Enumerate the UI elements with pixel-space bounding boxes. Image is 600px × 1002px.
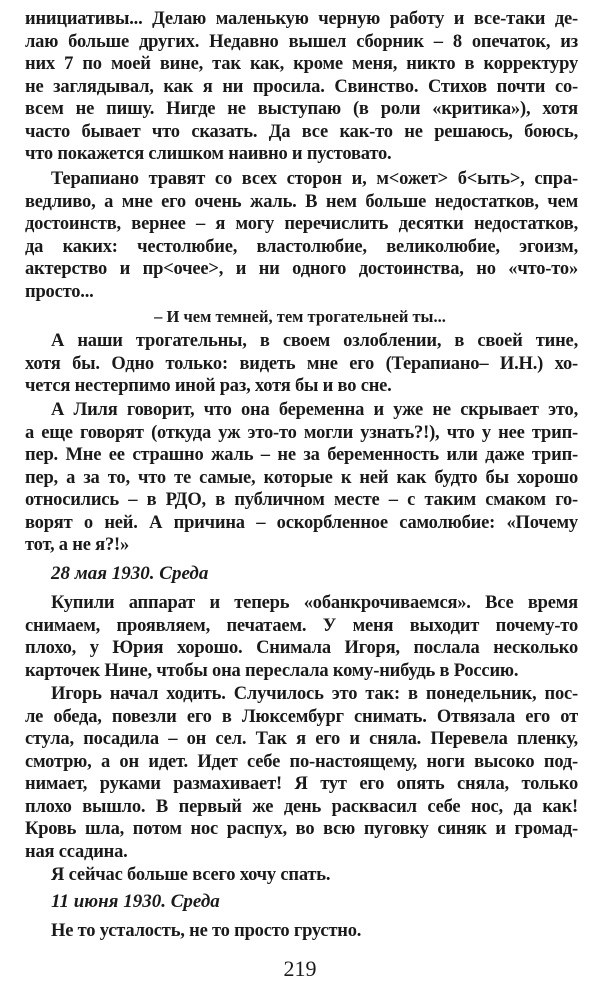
text-line: что покажется слишком наивно и пустовато. xyxy=(25,144,392,164)
diary-entry-date: 11 июня 1930. Среда xyxy=(51,891,220,912)
text-line: пер. Мне ее страшно жаль – не за беременность или даже трип- xyxy=(25,445,578,465)
text-line: а еще говорят (откуда уж это-то могли узнать?!), что у нее трип- xyxy=(25,422,578,443)
text-line: достоинств, вернее – я могу перечислить десятки недостатков, xyxy=(25,214,578,234)
text-line: снимаем, проявляем, печатаем. У меня выходит почему-то xyxy=(25,615,578,636)
text-line: актерство и пр<очее>, и ни одного достоинства, но «что-то» xyxy=(25,259,578,279)
page-number: 219 xyxy=(283,956,317,981)
paragraph xyxy=(25,8,578,166)
text-line: пер, а за то, что те самые, которые к ней как будто бы хорошо xyxy=(25,467,578,488)
text-line: ведливо, а мне его очень жаль. В нем больше недостатков, чем xyxy=(25,191,578,212)
paragraph xyxy=(25,330,578,398)
paragraph xyxy=(25,920,578,943)
text-line: стула, посадила – он сел. Так я его и сняла. Перевела пленку, xyxy=(25,729,578,749)
epigraph-quote: – И чем темней, тем трогательней ты... xyxy=(154,307,446,326)
diary-entry-date: 28 мая 1930. Среда xyxy=(51,563,209,584)
text-line: Кровь шла, потом нос распух, во всю пуговку синяк и громад- xyxy=(25,819,578,839)
text-line: плохо вышло. В первый же день расквасил себе нос, да как! xyxy=(25,796,578,817)
text-line: не заглядывал, как я ни просила. Свинство. Стихов почти со- xyxy=(25,76,578,97)
text-line: относились – в РДО, в публичном месте – с таким смаком го- xyxy=(25,490,578,510)
text-line: Я сейчас больше всего хочу спать. xyxy=(51,865,331,885)
text-line: ле обеда, повезли его в Люксембург снимать. Отвязала его от xyxy=(25,706,578,727)
text-line: хотя бы. Одно только: видеть мне его (Терапиано– И.Н.) хо- xyxy=(25,353,578,374)
text-line: карточек Нине, чтобы она переслала кому-нибудь в Россию. xyxy=(25,660,519,681)
text-line: ворят о ней. А причина – оскорбленное самолюбие: «Почему xyxy=(25,512,578,533)
paragraph xyxy=(25,168,578,303)
paragraph xyxy=(25,399,578,557)
text-line: да каких: честолюбие, властолюбие, великолюбие, эгоизм, xyxy=(25,236,578,257)
text-line: Игорь начал ходить. Случилось это так: в понедельник, пос- xyxy=(51,684,578,704)
text-line: часто бывает что сказать. Да все как-то не решаюсь, боюсь, xyxy=(25,121,578,142)
text-line: Не то усталость, не то просто грустно. xyxy=(51,921,362,941)
text-line: инициативы... Делаю маленькую черную работу и все-таки де- xyxy=(25,9,578,29)
text-line: ная ссадина. xyxy=(25,841,128,862)
paragraph xyxy=(25,592,578,682)
paragraph xyxy=(25,864,578,887)
text-line: смотрю, а он идет. Идет себе по-настоящему, ноги высоко под- xyxy=(25,751,578,772)
text-line: тот, а не я?!» xyxy=(25,535,130,555)
text-line: нимает, руками размахивает! Я тут его опять сняла, только xyxy=(25,774,578,794)
text-line: А Лиля говорит, что она беременна и уже не скрывает это, xyxy=(51,400,578,420)
text-line: плохо, у Юрия хорошо. Снимала Игоря, послала несколько xyxy=(25,638,578,658)
text-line: А наши трогательны, в своем озлоблении, в своей тине, xyxy=(51,331,578,351)
text-line: лаю больше других. Недавно вышел сборник – 8 опечаток, из xyxy=(25,31,578,52)
text-line: чется нестерпимо иной раз, хотя бы и во сне. xyxy=(25,376,392,396)
text-line: всем не пишу. Нигде не выступаю (в роли «критика»), хотя xyxy=(25,99,578,119)
text-line: просто... xyxy=(25,281,94,302)
text-line: них 7 по моей вине, так как, кроме меня, никто в корректуру xyxy=(25,54,578,74)
text-line: Купили аппарат и теперь «обанкрочиваемся». Все время xyxy=(51,593,578,613)
paragraph xyxy=(25,683,578,863)
text-line: Терапиано травят со всех сторон и, м<ожет> б<ыть>, спра- xyxy=(51,169,578,189)
